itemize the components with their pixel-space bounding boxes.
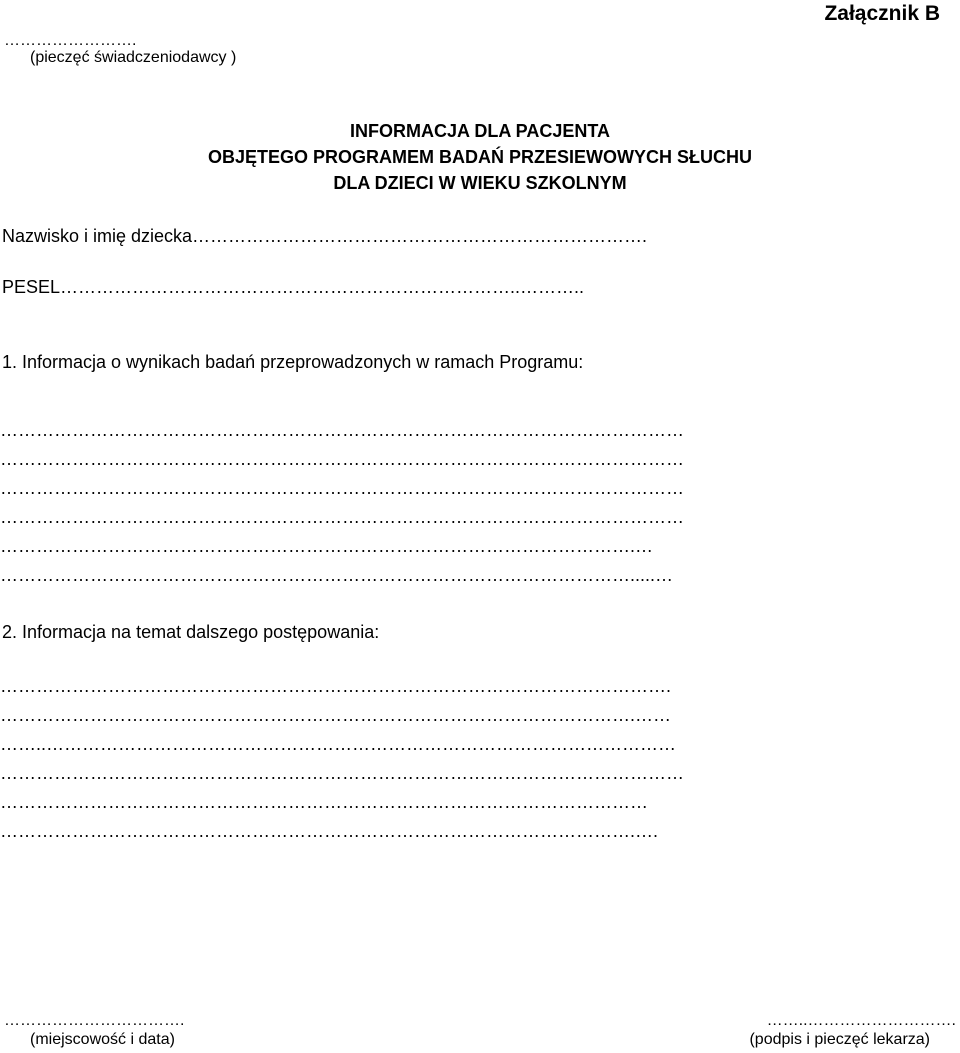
- signature-dots: ……..……………………….: [766, 1012, 956, 1029]
- section2-line: ………………………………………………………………………………………………….: [0, 676, 672, 696]
- section1-line: …………………………………………………………………………………………….....…: [0, 565, 674, 585]
- place-date-label: (miejscowość i data): [30, 1031, 175, 1048]
- section1-line: ……………………………………………………………………………………………………: [0, 449, 684, 469]
- section2-line: ………………………………………………………………………………………………: [0, 792, 648, 812]
- title-line-2: OBJĘTEGO PROGRAMEM BADAŃ PRZESIEWOWYCH SŁUCHU: [207, 147, 753, 167]
- place-date-dots: …………………………….: [4, 1012, 185, 1029]
- stamp-dots: …………………….: [4, 32, 137, 49]
- title-line-3: DLA DZIECI W WIEKU SZKOLNYM: [333, 173, 627, 193]
- section2-line: ……………………………………………………………………………………………………: [0, 763, 684, 783]
- pesel-field: PESEL…………………………………………………………………..………..: [2, 277, 585, 297]
- section1-line: ……………………………………………………………………………………………………: [0, 507, 684, 527]
- stamp-label: (pieczęć świadczeniodawcy ): [30, 49, 237, 66]
- section1-line: ……………………………………………………………………………………………………: [0, 420, 684, 440]
- section2-line: …………………………………………………………………………………………….……: [0, 705, 672, 725]
- child-name-field: Nazwisko i imię dziecka………………………………………………………………….: [2, 226, 648, 246]
- section2-line: …………………………………………………………………………………………….….: [0, 821, 659, 841]
- section1-line: ……………………………………………………………………………………………………: [0, 478, 684, 498]
- attachment-label: Załącznik B: [824, 2, 940, 25]
- section2-heading: 2. Informacja na temat dalszego postępowania:: [2, 622, 380, 642]
- signature-label: (podpis i pieczęć lekarza): [749, 1031, 930, 1048]
- title-line-1: INFORMACJA DLA PACJENTA: [350, 121, 610, 141]
- section1-line: …………………………………………………………………………………………….…: [0, 536, 654, 556]
- section2-line: ……..……………………………………………………………………………………………: [0, 734, 677, 754]
- section1-heading: 1. Informacja o wynikach badań przeprowadzonych w ramach Programu:: [2, 352, 584, 372]
